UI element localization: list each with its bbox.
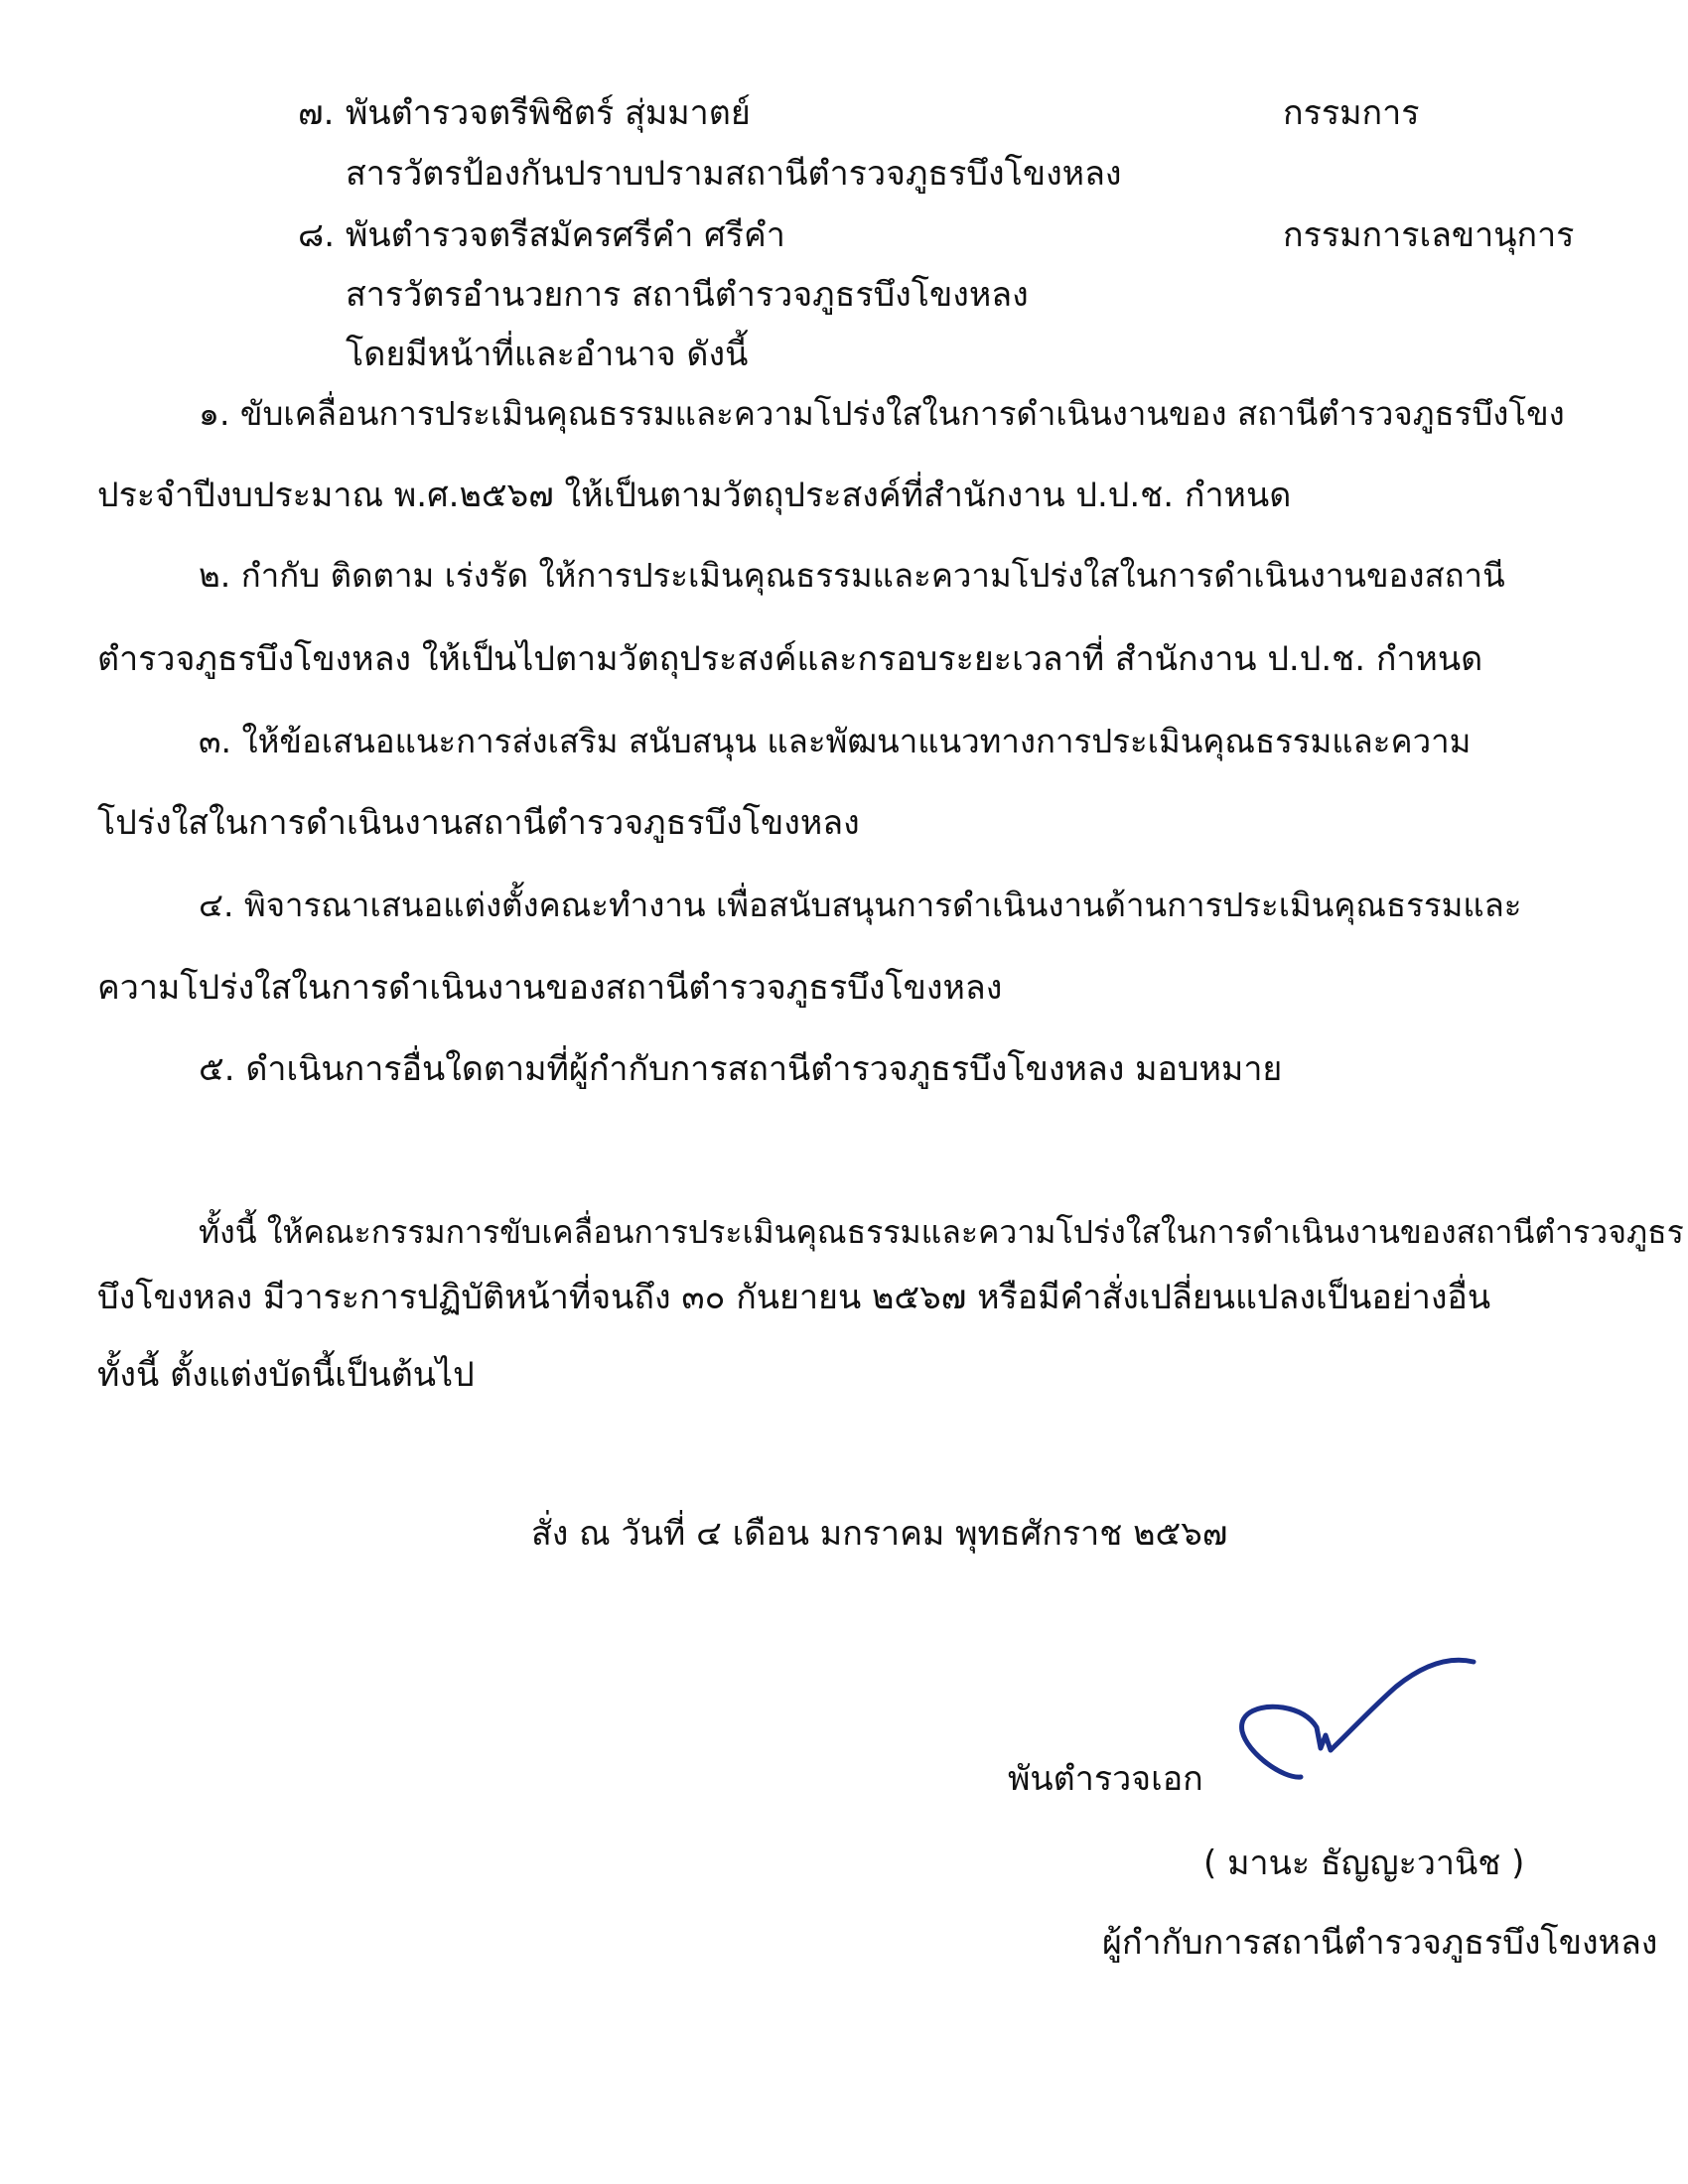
- member-8-number: ๘.: [298, 215, 336, 255]
- member-7-name: พันตำรวจตรีพิชิตร์ สุ่มมาตย์: [346, 93, 751, 133]
- member-8-name: พันตำรวจตรีสมัครศรีคำ ศรีคำ: [346, 215, 785, 255]
- duty-2-line1: ๒. กำกับ ติดตาม เร่งรัด ให้การประเมินคุณธรรมและความโปร่งใสในการดำเนินงานของสถานี: [199, 556, 1505, 595]
- member-8-position: สารวัตรอำนวยการ สถานีตำรวจภูธรบึงโขงหลง: [346, 275, 1029, 315]
- duty-4-line2: ความโปร่งใสในการดำเนินงานของสถานีตำรวจภูธรบึงโขงหลง: [97, 968, 1003, 1008]
- closing-line3: ทั้งนี้ ตั้งแต่งบัดนี้เป็นต้นไป: [97, 1355, 475, 1395]
- duty-1-line1: ๑. ขับเคลื่อนการประเมินคุณธรรมและความโปร่งใสในการดำเนินงานของ สถานีตำรวจภูธรบึงโขง: [199, 394, 1565, 433]
- closing-line2: บึงโขงหลง มีวาระการปฏิบัติหน้าที่จนถึง ๓๐ กันยายน ๒๕๖๗ หรือมีคำสั่งเปลี่ยนแปลงเป็นอย่างอื่น: [97, 1278, 1491, 1317]
- order-date: สั่ง ณ วันที่ ๔ เดือน มกราคม พุทธศักราช ๒๕๖๗: [531, 1514, 1228, 1554]
- duty-1-line2: ประจำปีงบประมาณ พ.ศ.๒๕๖๗ ให้เป็นตามวัตถุประสงค์ที่สำนักงาน ป.ป.ช. กำหนด: [97, 476, 1292, 515]
- member-7-number: ๗.: [298, 93, 335, 133]
- signature: [1239, 1650, 1479, 1797]
- member-8-role: กรรมการเลขานุการ: [1283, 215, 1575, 255]
- duty-3-line2: โปร่งใสในการดำเนินงานสถานีตำรวจภูธรบึงโขงหลง: [97, 803, 860, 843]
- signatory-title: ผู้กำกับการสถานีตำรวจภูธรบึงโขงหลง: [1102, 1923, 1658, 1963]
- closing-line1: ทั้งนี้ ให้คณะกรรมการขับเคลื่อนการประเมินคุณธรรมและความโปร่งใสในการดำเนินงานของสถานีตำรวจภูธร: [199, 1213, 1684, 1251]
- duty-3-line1: ๓. ให้ข้อเสนอแนะการส่งเสริม สนับสนุน และพัฒนาแนวทางการประเมินคุณธรรมและความ: [199, 722, 1472, 760]
- duties-intro: โดยมีหน้าที่และอำนาจ ดังนี้: [346, 335, 749, 374]
- duty-2-line2: ตำรวจภูธรบึงโขงหลง ให้เป็นไปตามวัตถุประสงค์และกรอบระยะเวลาที่ สำนักงาน ป.ป.ช. กำหนด: [97, 639, 1483, 679]
- member-7-position: สารวัตรป้องกันปราบปรามสถานีตำรวจภูธรบึงโขงหลง: [346, 154, 1122, 194]
- member-7-role: กรรมการ: [1283, 93, 1420, 133]
- duty-5-line1: ๕. ดำเนินการอื่นใดตามที่ผู้กำกับการสถานีตำรวจภูธรบึงโขงหลง มอบหมาย: [199, 1049, 1283, 1089]
- signatory-rank: พันตำรวจเอก: [1008, 1759, 1203, 1799]
- duty-4-line1: ๔. พิจารณาเสนอแต่งตั้งคณะทำงาน เพื่อสนับสนุนการดำเนินงานด้านการประเมินคุณธรรมและ: [199, 886, 1522, 924]
- signatory-name: ( มานะ ธัญญะวานิช ): [1203, 1843, 1525, 1883]
